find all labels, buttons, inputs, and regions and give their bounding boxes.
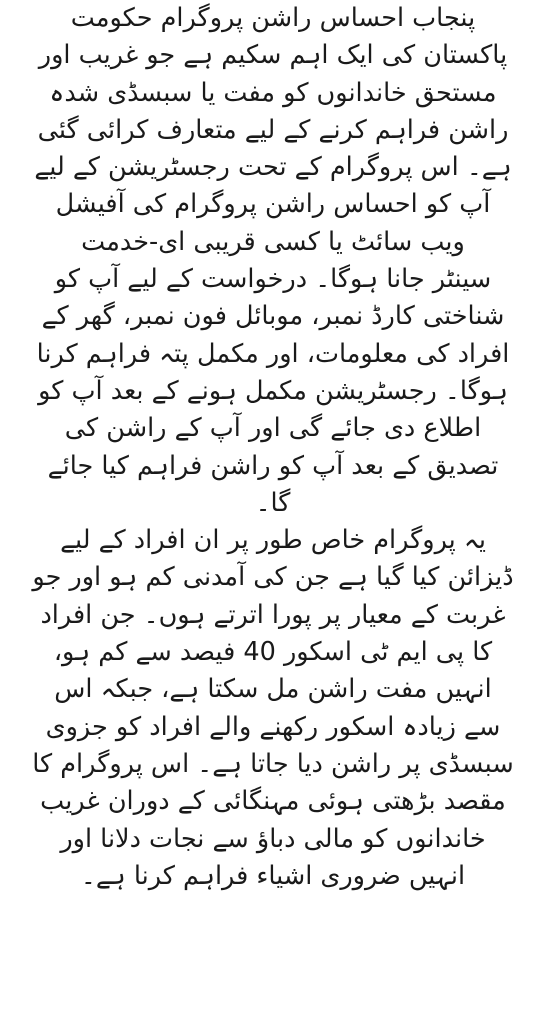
paragraph-line: غربت کے معیار پر پورا اترتے ہوں۔ جن افراد [40, 599, 506, 630]
paragraph-line: سبسڈی پر راشن دیا جاتا ہے۔ اس پروگرام کا [32, 748, 514, 779]
paragraph-line: مقصد بڑھتی ہوئی مہنگائی کے دوران غریب [40, 786, 506, 817]
paragraph-line: اطلاع دی جائے گی اور آپ کے راشن کی [64, 413, 482, 444]
paragraph-line: آپ کو احساس راشن پروگرام کی آفیشل [55, 189, 491, 220]
paragraph-line: انہیں ضروری اشیاء فراہم کرنا ہے۔ [80, 860, 466, 891]
paragraph-2 [14, 522, 532, 895]
paragraph-line: ہے۔ اس پروگرام کے تحت رجسٹریشن کے لیے [34, 152, 512, 183]
paragraph-line: راشن فراہم کرنے کے لیے متعارف کرائی گئی [37, 114, 509, 145]
paragraph-line: افراد کی معلومات، اور مکمل پتہ فراہم کرنا [36, 338, 510, 369]
paragraph-line: تصدیق کے بعد آپ کو راشن فراہم کیا جائے [47, 450, 499, 481]
paragraph-1 [14, 0, 532, 522]
paragraph-line: پنجاب احساس راشن پروگرام حکومت [70, 3, 476, 33]
paragraph-line: مستحق خاندانوں کو مفت یا سبسڈی شدہ [49, 77, 497, 108]
paragraph-line: شناختی کارڈ نمبر، موبائل فون نمبر، گھر کے [41, 301, 505, 332]
paragraph-line: خاندانوں کو مالی دباؤ سے نجات دلانا اور [60, 823, 486, 854]
paragraph-line: یہ پروگرام خاص طور پر ان افراد کے لیے [60, 525, 486, 556]
paragraph-line: سے زیادہ اسکور رکھنے والے افراد کو جزوی [45, 711, 501, 742]
paragraph-line: ڈیزائن کیا گیا ہے جن کی آمدنی کم ہو اور جو [32, 562, 514, 593]
paragraph-line: پاکستان کی ایک اہم سکیم ہے جو غریب اور [38, 40, 508, 71]
paragraph-line: کا پی ایم ٹی اسکور 40 فیصد سے کم ہو، [53, 637, 493, 668]
paragraph-line: سینٹر جانا ہوگا۔ درخواست کے لیے آپ کو [54, 264, 492, 295]
paragraph-line: انہیں مفت راشن مل سکتا ہے، جبکہ اس [54, 674, 492, 705]
article-body [14, 0, 532, 895]
paragraph-line: گا۔ [255, 487, 291, 518]
paragraph-line: ہوگا۔ رجسٹریشن مکمل ہونے کے بعد آپ کو [38, 375, 508, 406]
paragraph-line: ویب سائٹ یا کسی قریبی ای-خدمت [81, 226, 465, 257]
